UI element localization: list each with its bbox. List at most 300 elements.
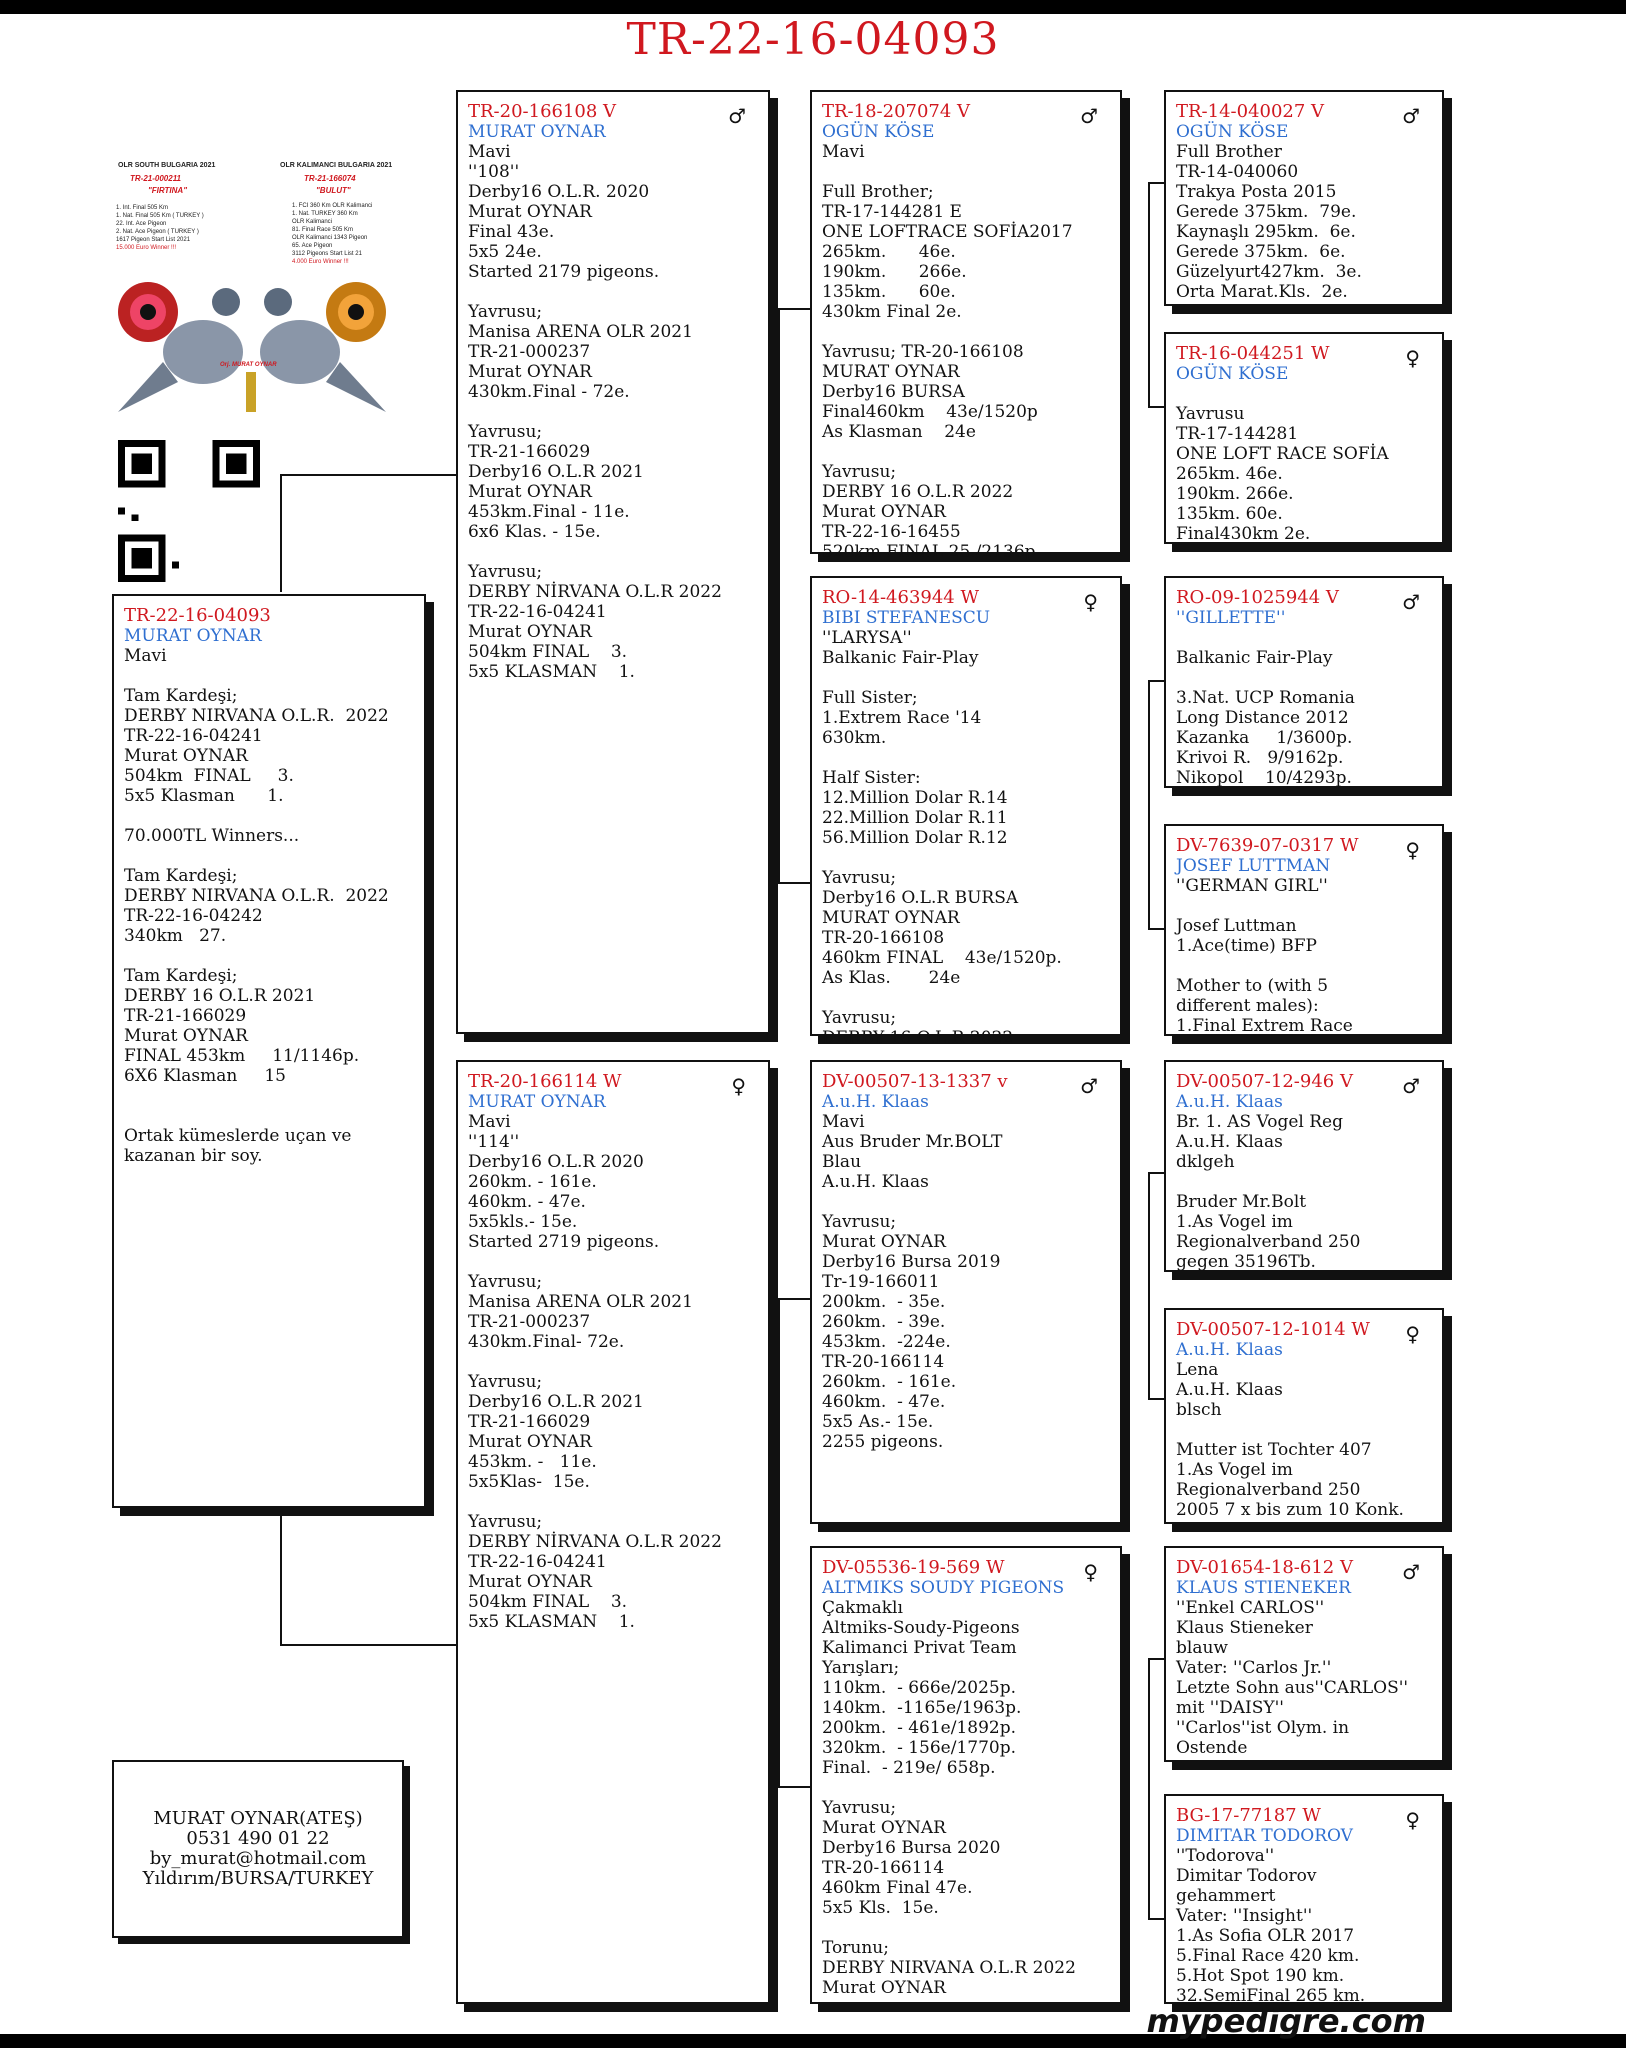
connector — [1148, 1398, 1164, 1400]
connector — [1148, 680, 1164, 682]
pedigree-line: DERBY NİRVANA O.L.R 2022 — [468, 582, 722, 602]
pedigree-line: Yavrusu; — [822, 868, 897, 888]
pedigree-line: 2255 pigeons. — [822, 1432, 944, 1452]
pedigree-line: TR-21-166029 — [124, 1006, 247, 1026]
pedigree-line — [468, 1352, 758, 1372]
promo-right-results: 1. FCI 360 Km OLR Kalimanci 1. Nat. TURKEY 360 Km OLR Kalimanci 81. Final Race 505 Km OLR Kalimanci 1343 Pigeon 65. Ace Pigeon 3112 Pigeons Start List 21 4.000 Euro Winner !!! — [292, 203, 373, 265]
pedigree-line: Yavrusu; — [822, 462, 897, 482]
pedigree-line: 5x5 Kls. 15e. — [822, 1898, 939, 1918]
pedigree-line: 460km Final 47e. — [822, 1878, 973, 1898]
pedigree-line — [1176, 1172, 1432, 1192]
ring-number: DV-05536-19-569 W — [822, 1557, 1005, 1578]
pedigree-line: DERBY NIRVANA O.L.R 2022 — [822, 1958, 1076, 1978]
pedigree-line: ''LARYSA'' — [822, 628, 912, 648]
pedigree-line — [1176, 384, 1432, 404]
pedigree-line: TR-14-040060 — [1176, 162, 1299, 182]
breeder-name: ''GILLETTE'' — [1176, 608, 1286, 628]
pedigree-line: 5x5 KLASMAN 1. — [468, 1612, 635, 1632]
pedigree-line: 453km. - 11e. — [468, 1452, 597, 1472]
connector — [778, 1786, 810, 1788]
pedigree-line: Started 2179 pigeons. — [468, 262, 660, 282]
pedigree-line: Yavrusu — [1176, 404, 1245, 424]
female-icon: ♀ — [1083, 590, 1098, 614]
pedigree-line: Vater: ''Carlos Jr.'' — [1176, 1658, 1332, 1678]
pedigree-line: Final 43e. — [468, 222, 555, 242]
pedigree-line: Murat OYNAR — [124, 746, 248, 766]
connector — [1148, 1918, 1164, 1920]
pedigree-line: Aus Bruder Mr.BOLT — [822, 1132, 1003, 1152]
pedigree-line: Started 2719 pigeons. — [468, 1232, 660, 1252]
ring-number: DV-7639-07-0317 W — [1176, 835, 1359, 856]
male-icon: ♂ — [1080, 1074, 1098, 1098]
pedigree-line: Murat OYNAR — [822, 1818, 946, 1838]
pedigree-line: Murat OYNAR — [468, 362, 592, 382]
qr-code[interactable] — [118, 440, 260, 582]
pedigree-line: MURAT OYNAR — [822, 362, 960, 382]
pedigree-line: 504km FINAL 3. — [468, 1592, 628, 1612]
pedigree-line: gegen 35196Tb. — [1176, 1252, 1316, 1272]
pedigree-line — [1176, 896, 1432, 916]
breeder-name: MURAT OYNAR — [124, 626, 262, 646]
male-icon: ♂ — [1402, 104, 1420, 128]
pedigree-line: 190km. 266e. — [822, 262, 967, 282]
breeder-name: A.u.H. Klaas — [1176, 1340, 1283, 1360]
pedigree-line: Lena — [1176, 1360, 1219, 1380]
pedigree-line: 430km.Final- 72e. — [468, 1332, 625, 1352]
pedigree-line: Kaynaşlı 295km. 6e. — [1176, 222, 1356, 242]
connector — [778, 308, 810, 310]
pedigree-line: TR-21-000237 — [468, 342, 591, 362]
pedigree-line: Kalimanci Privat Team — [822, 1638, 1017, 1658]
pedigree-line: Half Sister: — [822, 768, 921, 788]
promo-left-results: 1. Int. Final 505 Km 1. Nat. Final 505 Km ( TURKEY ) 22. Int. Ace Pigeon 2. Nat. Ace Pigeon ( TURKEY ) 1617 Pigeon Start List 2021 15.000 Euro Winner !!! — [116, 205, 204, 251]
male-icon: ♂ — [728, 104, 746, 128]
breeder-name: OGÜN KÖSE — [822, 122, 935, 142]
pigeon-card-sire[interactable] — [456, 90, 770, 1034]
pedigree-line: Blau — [822, 1152, 862, 1172]
pedigree-line — [822, 1918, 1110, 1938]
pedigree-line — [124, 846, 414, 866]
pedigree-line — [1176, 1420, 1432, 1440]
pedigree-line: 453km.Final - 11e. — [468, 502, 630, 522]
pedigree-line: DERBY 16 O.L.R 2022 — [822, 1028, 1014, 1048]
pedigree-line: 1.As Vogel im — [1176, 1212, 1293, 1232]
connector — [778, 1298, 810, 1300]
pedigree-line: 135km. 60e. — [1176, 504, 1283, 524]
promo-left-ring: TR-21-000211 — [130, 174, 181, 183]
connector — [1148, 1172, 1150, 1398]
pedigree-line: Torunu; — [822, 1938, 889, 1958]
pedigree-line — [124, 946, 414, 966]
contact-email[interactable]: by_murat@hotmail.com — [149, 1848, 367, 1869]
female-icon: ♀ — [1405, 346, 1420, 370]
pedigree-line: 5x5 As.- 15e. — [822, 1412, 934, 1432]
connector — [778, 1298, 780, 1786]
pigeon-card-dam-sire-sire[interactable] — [1164, 1060, 1444, 1272]
breeder-name: A.u.H. Klaas — [822, 1092, 929, 1112]
pedigree-line — [822, 748, 1110, 768]
pedigree-line: Gerede 375km. 79e. — [1176, 202, 1357, 222]
pedigree-line: 430km.Final - 72e. — [468, 382, 630, 402]
pedigree-line: Long Distance 2012 — [1176, 708, 1349, 728]
pedigree-line: 265km. 46e. — [1176, 464, 1283, 484]
pedigree-line: Manisa ARENA OLR 2021 — [468, 322, 693, 342]
pedigree-line: 56.Million Dolar R.12 — [822, 828, 1008, 848]
pedigree-line: Tam Kardeşi; — [124, 866, 238, 886]
ring-number: DV-01654-18-612 V — [1176, 1557, 1353, 1578]
pigeon-card-sire-dam-dam[interactable] — [1164, 824, 1444, 1036]
pedigree-line: Derby16 O.L.R 2020 — [468, 1152, 644, 1172]
pedigree-line: ''GERMAN GIRL'' — [1176, 876, 1328, 896]
pedigree-line: 1.Final Extrem Race — [1176, 1016, 1353, 1036]
breeder-name: ALTMIKS SOUDY PIGEONS — [822, 1578, 1065, 1598]
pedigree-line: Final430km 2e. — [1176, 524, 1311, 544]
pedigree-line: Derby16 Bursa 2020 — [822, 1838, 1001, 1858]
pedigree-line — [1176, 628, 1432, 648]
pedigree-line: 504km FINAL 3. — [124, 766, 294, 786]
pigeon-card-dam-dam-sire[interactable] — [1164, 1546, 1444, 1762]
pedigree-line: ONE LOFTRACE SOFİA2017 — [822, 222, 1073, 242]
pedigree-line: ''Enkel CARLOS'' — [1176, 1598, 1325, 1618]
pedigree-line: 5x5 KLASMAN 1. — [468, 662, 635, 682]
promo-right-name: "BULUT" — [316, 186, 351, 195]
pedigree-line — [468, 1492, 758, 1512]
pedigree-line: 453km. -224e. — [822, 1332, 951, 1352]
pigeon-card-sire-dam[interactable] — [810, 576, 1122, 1048]
promo-image — [108, 152, 396, 430]
pedigree-line: 320km. - 156e/1770p. — [822, 1738, 1017, 1758]
pedigree-line — [822, 848, 1110, 868]
pedigree-line: 190km. 266e. — [1176, 484, 1294, 504]
pedigree-line: Ortak kümeslerde uçan ve — [124, 1126, 352, 1146]
pedigree-line: As Klas. 24e — [822, 968, 961, 988]
pedigree-line: Regionalverband 250 — [1176, 1232, 1361, 1252]
pedigree-line: Mutter ist Tochter 407 — [1176, 1440, 1372, 1460]
pedigree-line: Ostende — [1176, 1738, 1248, 1758]
pedigree-line: Tam Kardeşi; — [124, 686, 238, 706]
pedigree-line: Yavrusu; TR-20-166108 — [822, 342, 1024, 362]
ring-number: DV-00507-13-1337 v — [822, 1071, 1008, 1092]
connector — [1148, 928, 1164, 930]
pigeon-card-subject[interactable] — [112, 594, 426, 1508]
pedigree-line: Dimitar Todorov — [1176, 1866, 1317, 1886]
pedigree-line: TR-20-166108 — [822, 928, 945, 948]
connector — [778, 308, 780, 882]
pedigree-line: Orta Marat.Kls. 2e. — [1176, 282, 1348, 302]
pedigree-line — [468, 1252, 758, 1272]
promo-right-ring: TR-21-166074 — [304, 174, 356, 183]
pedigree-line: ''108'' — [468, 162, 520, 182]
pigeon-card-dam[interactable] — [456, 1060, 770, 2004]
pedigree-line: Derby16 O.L.R. 2020 — [468, 182, 650, 202]
pedigree-line: DERBY 16 O.L.R 2022 — [822, 482, 1014, 502]
pedigree-line: Full Brother — [1176, 142, 1282, 162]
pedigree-line: 12.Million Dolar R.14 — [822, 788, 1008, 808]
pedigree-line: Yavrusu; — [822, 1212, 897, 1232]
pedigree-line: TR-20-166114 — [822, 1858, 945, 1878]
qr-module — [132, 454, 152, 474]
connector — [1148, 1658, 1150, 1918]
male-icon: ♂ — [1402, 590, 1420, 614]
breeder-name: KLAUS STIENEKER — [1176, 1578, 1351, 1598]
pedigree-line: Derby16 O.L.R BURSA — [822, 888, 1019, 908]
pigeon-card-sire-sire-dam[interactable] — [1164, 332, 1444, 544]
breeder-name: A.u.H. Klaas — [1176, 1092, 1283, 1112]
top-border — [0, 0, 1626, 14]
pedigree-line: 460km FINAL 43e/1520p. — [822, 948, 1062, 968]
pedigree-line: Krivoi R. 9/9162p. — [1176, 748, 1344, 768]
pedigree-line: Yavrusu; — [822, 1798, 897, 1818]
pedigree-line: 260km. - 161e. — [822, 1372, 957, 1392]
pedigree-line: 260km. - 39e. — [822, 1312, 946, 1332]
pedigree-line: Murat OYNAR — [822, 502, 946, 522]
ring-number: RO-14-463944 W — [822, 587, 979, 608]
pedigree-line: Tr-19-166011 — [822, 1272, 940, 1292]
pedigree-line: 2005 7 x bis zum 10 Konk. — [1176, 1500, 1404, 1520]
pigeon-card-dam-sire[interactable] — [810, 1060, 1122, 1524]
pedigree-line: As Klasman 24e — [822, 422, 976, 442]
pedigree-line: DERBY 16 O.L.R 2021 — [124, 986, 316, 1006]
ring-number: RO-09-1025944 V — [1176, 587, 1339, 608]
pedigree-line: Mavi — [822, 142, 865, 162]
ring-number: DV-00507-12-946 V — [1176, 1071, 1353, 1092]
pedigree-line — [468, 402, 758, 422]
pedigree-line — [822, 322, 1110, 342]
pedigree-line — [124, 806, 414, 826]
pedigree-line — [822, 442, 1110, 462]
pedigree-line: 5x5 24e. — [468, 242, 542, 262]
pedigree-line: Yavrusu; — [468, 1372, 543, 1392]
pedigree-line: 504km FINAL 3. — [468, 642, 628, 662]
pedigree-line: Murat OYNAR — [822, 1232, 946, 1252]
pedigree-line — [822, 162, 1110, 182]
ring-number: BG-17-77187 W — [1176, 1805, 1321, 1826]
contact-box — [112, 1760, 404, 1938]
pedigree-line: FINAL 453km 11/1146p. — [124, 1046, 360, 1066]
pedigree-line: Yavrusu; — [468, 562, 543, 582]
pedigree-line: A.u.H. Klaas — [822, 1172, 929, 1192]
pedigree-line: TR-20-166114 — [822, 1352, 945, 1372]
connector — [280, 1508, 282, 1644]
pedigree-line: Güzelyurt427km. 3e. — [1176, 262, 1362, 282]
breeder-name: BIBI STEFANESCU — [822, 608, 991, 628]
pedigree-line: DERBY NİRVANA O.L.R 2022 — [468, 1532, 722, 1552]
pedigree-line: 265km. 46e. — [822, 242, 956, 262]
pedigree-line: 135km. 60e. — [822, 282, 956, 302]
pedigree-line: Mavi — [124, 646, 167, 666]
pedigree-line: 340km 27. — [124, 926, 227, 946]
qr-module — [172, 562, 179, 569]
pedigree-line: 260km. - 161e. — [468, 1172, 597, 1192]
male-icon: ♂ — [1080, 104, 1098, 128]
pedigree-line — [124, 1106, 414, 1126]
ring-number: TR-14-040027 V — [1176, 101, 1325, 122]
pedigree-line: 460km. - 47e. — [468, 1192, 586, 1212]
pedigree-line: 5.Hot Spot 190 km. — [1176, 1966, 1345, 1986]
pedigree-line: 32.SemiFinal 265 km. — [1176, 1986, 1366, 2006]
pedigree-line: 460km. - 47e. — [822, 1392, 946, 1412]
pedigree-line: Murat OYNAR — [124, 1026, 248, 1046]
pedigree-line: TR-17-144281 — [1176, 424, 1299, 444]
pedigree-line: Bruder Mr.Bolt — [1176, 1192, 1307, 1212]
connector — [1148, 182, 1150, 406]
pedigree-line: Yavrusu; — [468, 422, 543, 442]
ring-number: TR-22-16-04093 — [124, 605, 271, 626]
pedigree-line: Regionalverband 250 — [1176, 1480, 1361, 1500]
qr-module — [226, 454, 246, 474]
pedigree-line: Letzte Sohn aus''CARLOS'' — [1176, 1678, 1409, 1698]
connector — [280, 1644, 456, 1646]
ring-number: TR-20-166114 W — [468, 1071, 622, 1092]
pedigree-line: ''Todorova'' — [1176, 1846, 1275, 1866]
connector — [280, 474, 282, 592]
pedigree-line: ''114'' — [468, 1132, 520, 1152]
pedigree-line: Altmiks-Soudy-Pigeons — [822, 1618, 1020, 1638]
pedigree-line: TR-21-166029 — [468, 1412, 591, 1432]
pedigree-line: kazanan bir soy. — [124, 1146, 263, 1166]
breeder-name: JOSEF LUTTMAN — [1176, 856, 1331, 876]
contact-phone[interactable]: 0531 490 01 22 — [186, 1828, 330, 1849]
pedigree-line: Mavi — [468, 142, 511, 162]
connector — [1148, 680, 1150, 928]
pedigree-line: ONE LOFT RACE SOFİA — [1176, 444, 1389, 464]
pigeon-card-dam-sire-dam[interactable] — [1164, 1308, 1444, 1524]
pedigree-line: DERBY NIRVANA O.L.R. 2022 — [124, 886, 389, 906]
pedigree-line: Derby16 O.L.R 2021 — [468, 1392, 644, 1412]
breeder-name: DIMITAR TODOROV — [1176, 1826, 1353, 1846]
pedigree-line: Kazanka 1/3600p. — [1176, 728, 1353, 748]
pedigree-line: 200km. - 461e/1892p. — [822, 1718, 1017, 1738]
pedigree-line: Josef Luttman — [1176, 916, 1297, 936]
pedigree-line: Manisa ARENA OLR 2021 — [468, 1292, 693, 1312]
pedigree-line: Balkanic Fair-Play — [1176, 648, 1333, 668]
pedigree-line: Yavrusu; — [468, 1512, 543, 1532]
pedigree-line: Mavi — [822, 1112, 865, 1132]
pedigree-line: 630km. — [822, 728, 887, 748]
pedigree-line: 3.Nat. UCP Romania — [1176, 688, 1355, 708]
connector — [1148, 406, 1164, 408]
pedigree-line: 520km FINAL 25./2136p — [822, 542, 1036, 562]
pedigree-line: Full Sister; — [822, 688, 918, 708]
pedigree-line: Gerede 375km. 6e. — [1176, 242, 1346, 262]
pigeon-card-sire-sire[interactable] — [810, 90, 1122, 562]
pedigree-line: 1.Extrem Race '14 — [822, 708, 982, 728]
pedigree-line: Final460km 43e/1520p — [822, 402, 1038, 422]
contact-location: Yıldırım/BURSA/TURKEY — [142, 1868, 374, 1889]
pedigree-line: 5x5Klas- 15e. — [468, 1472, 590, 1492]
connector — [1148, 1658, 1164, 1660]
qr-module — [132, 514, 139, 521]
pedigree-line: Nikopol 10/4293p. — [1176, 768, 1352, 788]
ring-number: DV-00507-12-1014 W — [1176, 1319, 1370, 1340]
male-icon: ♂ — [1402, 1074, 1420, 1098]
female-icon: ♀ — [1405, 838, 1420, 862]
pedigree-line: Yavrusu; — [822, 1008, 897, 1028]
pedigree-line: Murat OYNAR — [468, 1572, 592, 1592]
pedigree-line: Derby16 O.L.R 2021 — [468, 462, 644, 482]
pedigree-line: Mother to (with 5 — [1176, 976, 1329, 996]
pedigree-line: Murat OYNAR — [468, 622, 592, 642]
breeder-name: OGÜN KÖSE — [1176, 122, 1289, 142]
pedigree-line: Final. - 219e/ 658p. — [822, 1758, 996, 1778]
pedigree-line: A.u.H. Klaas — [1176, 1380, 1283, 1400]
pedigree-line: 430km Final 2e. — [822, 302, 962, 322]
pedigree-line: mit ''DAISY'' — [1176, 1698, 1284, 1718]
pedigree-line: 22.Million Dolar R.11 — [822, 808, 1008, 828]
pigeon-card-sire-sire-sire[interactable] — [1164, 90, 1444, 306]
pedigree-line: Tam Kardeşi; — [124, 966, 238, 986]
pedigree-line: Murat OYNAR — [468, 482, 592, 502]
pedigree-line: Full Brother; — [822, 182, 934, 202]
pedigree-line: TR-22-16-04241 — [468, 602, 607, 622]
pedigree-line: blauw — [1176, 1638, 1228, 1658]
pedigree-line: 110km. - 666e/2025p. — [822, 1678, 1017, 1698]
pedigree-line — [822, 1192, 1110, 1212]
pedigree-line — [124, 666, 414, 686]
pedigree-line: 5.Final Race 420 km. — [1176, 1946, 1360, 1966]
pedigree-line: 140km. -1165e/1963p. — [822, 1698, 1022, 1718]
pigeon-card-sire-dam-sire[interactable] — [1164, 576, 1444, 788]
female-icon: ♀ — [1405, 1808, 1420, 1832]
pedigree-line — [822, 988, 1110, 1008]
pedigree-line: TR-17-144281 E — [822, 202, 962, 222]
pedigree-line: 200km. - 35e. — [822, 1292, 946, 1312]
pedigree-line — [468, 282, 758, 302]
female-icon: ♀ — [731, 1074, 746, 1098]
pedigree-line — [1176, 668, 1432, 688]
pedigree-line: Murat OYNAR — [822, 1978, 946, 1998]
pigeons-illustration — [108, 252, 396, 430]
pedigree-line: TR-22-16-04241 — [468, 1552, 607, 1572]
pedigree-line — [124, 1086, 414, 1106]
promo-owner: Orj. MURAT OYNAR — [220, 362, 277, 368]
pedigree-line: Yavrusu; — [468, 302, 543, 322]
pedigree-line: Murat OYNAR — [468, 1432, 592, 1452]
pedigree-line — [822, 668, 1110, 688]
pedigree-line: 1.Ace(time) BFP — [1176, 936, 1317, 956]
pedigree-line — [1176, 956, 1432, 976]
pedigree-line: 1.As Sofia OLR 2017 — [1176, 1926, 1355, 1946]
pedigree-line: MURAT OYNAR — [822, 908, 960, 928]
pedigree-line: 5x5kls.- 15e. — [468, 1212, 578, 1232]
pigeon-card-dam-dam-dam[interactable] — [1164, 1794, 1444, 2004]
connector — [778, 882, 810, 884]
pedigree-line: TR-22-16-04241 — [124, 726, 263, 746]
pedigree-line: Trakya Posta 2015 — [1176, 182, 1337, 202]
pedigree-line: TR-21-000237 — [468, 1312, 591, 1332]
connector — [1148, 1172, 1164, 1174]
connector — [280, 474, 456, 476]
contact-name: MURAT OYNAR(ATEŞ) — [153, 1808, 363, 1829]
pigeon-card-dam-dam[interactable] — [810, 1546, 1122, 2004]
pedigree-line: Çakmaklı — [822, 1598, 903, 1618]
pedigree-line: 70.000TL Winners... — [124, 826, 300, 846]
pedigree-line: 1.As Vogel im — [1176, 1460, 1293, 1480]
pedigree-line: dklgeh — [1176, 1152, 1235, 1172]
pedigree-line: Derby16 BURSA — [822, 382, 965, 402]
pedigree-line: 6x6 Klas. - 15e. — [468, 522, 601, 542]
pedigree-line: Vater: ''Insight'' — [1176, 1906, 1313, 1926]
pedigree-line: Balkanic Fair-Play — [822, 648, 979, 668]
breeder-name: OGÜN KÖSE — [1176, 364, 1289, 384]
pedigree-line: Murat OYNAR — [468, 202, 592, 222]
ring-number: TR-16-044251 W — [1176, 343, 1330, 364]
pedigree-line: TR-21-166029 — [468, 442, 591, 462]
pedigree-line: A.u.H. Klaas — [1176, 1132, 1283, 1152]
watermark: mypedigre.com — [1146, 2002, 1426, 2040]
female-icon: ♀ — [1405, 1322, 1420, 1346]
pedigree-line: TR-22-16-04242 — [124, 906, 263, 926]
